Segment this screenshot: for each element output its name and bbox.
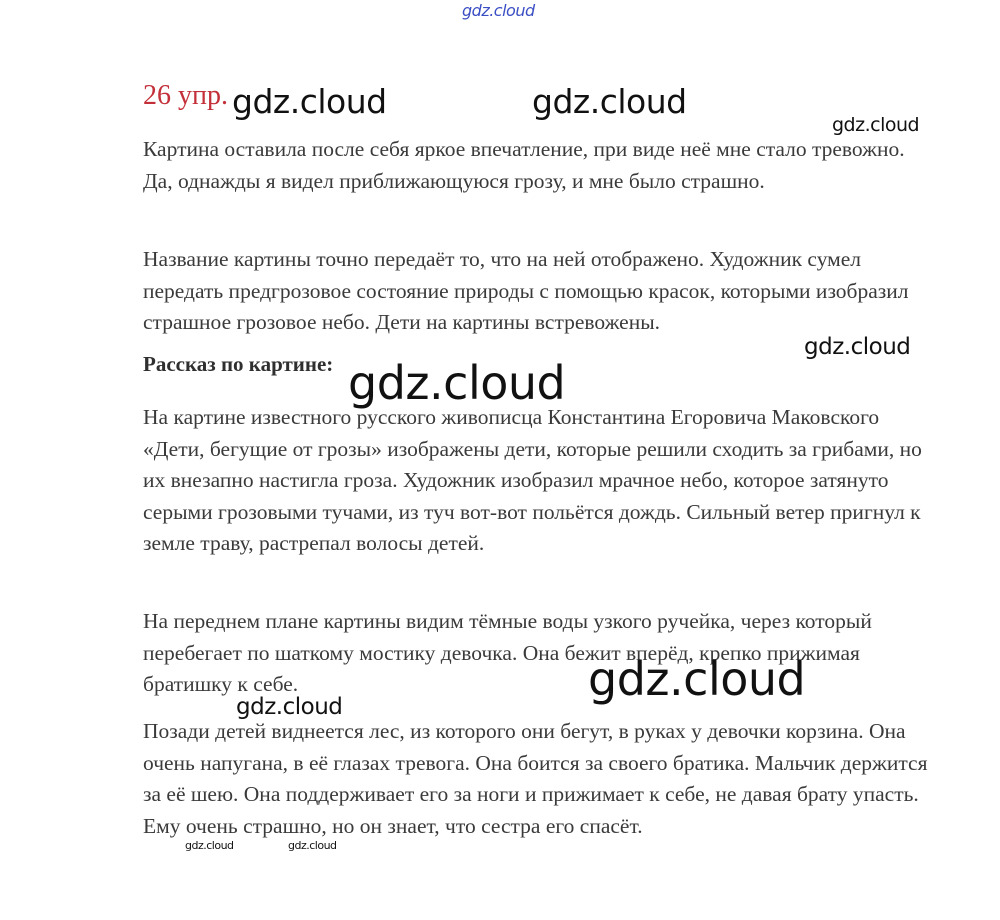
paragraph-background: Позади детей виднеется лес, из которого они бегут, в руках у девочки корзина. Она очень напугана, в её глазах тревога. Она боится за своего братика. Мальчик держится за её шею. Она поддерживает его за ноги и прижимает к себе, не давая брату упасть. Ему очень страшно, но он знает, что сестра его спасёт. [143,719,928,838]
exercise-heading: 26 упр. [143,80,228,111]
story-subheading: Рассказ по картине: [143,352,334,376]
watermark: gdz.cloud [348,356,566,410]
watermark: gdz.cloud [232,82,387,121]
paragraph-title-meaning: Название картины точно передаёт то, что на ней отображено. Художник сумел передать предгрозовое состояние природы с помощью красок, которыми изобразил страшное грозовое небо. Дети на картины встревожены. [143,247,909,334]
watermark: gdz.cloud [185,839,234,852]
paragraph-foreground: На переднем плане картины видим тёмные воды узкого ручейка, через который перебегает по шаткому мостику девочка. Она бежит вперёд, крепко прижимая братишку к себе. [143,609,872,696]
paragraph-impression: Картина оставила после себя яркое впечатление, при виде неё мне стало тревожно. Да, однажды я видел приближающуюся грозу, и мне было страшно. [143,137,905,193]
paragraph-story-intro: На картине известного русского живописца Константина Егоровича Маковского «Дети, бегущие от грозы» изображены дети, которые решили сходить за грибами, но их внезапно настигла гроза. Художник изобразил мрачное небо, которое затянуто серыми грозовыми тучами, из туч вот-вот польётся дождь. Сильный ветер пригнул к земле траву, растрепал волосы детей. [143,405,922,555]
watermark: gdz.cloud [832,114,920,136]
watermark: gdz.cloud [588,652,806,706]
watermark: gdz.cloud [804,334,911,360]
watermark: gdz.cloud [236,694,343,720]
watermark: gdz.cloud [532,82,687,121]
watermark-top: gdz.cloud [462,1,535,20]
watermark: gdz.cloud [288,839,337,852]
